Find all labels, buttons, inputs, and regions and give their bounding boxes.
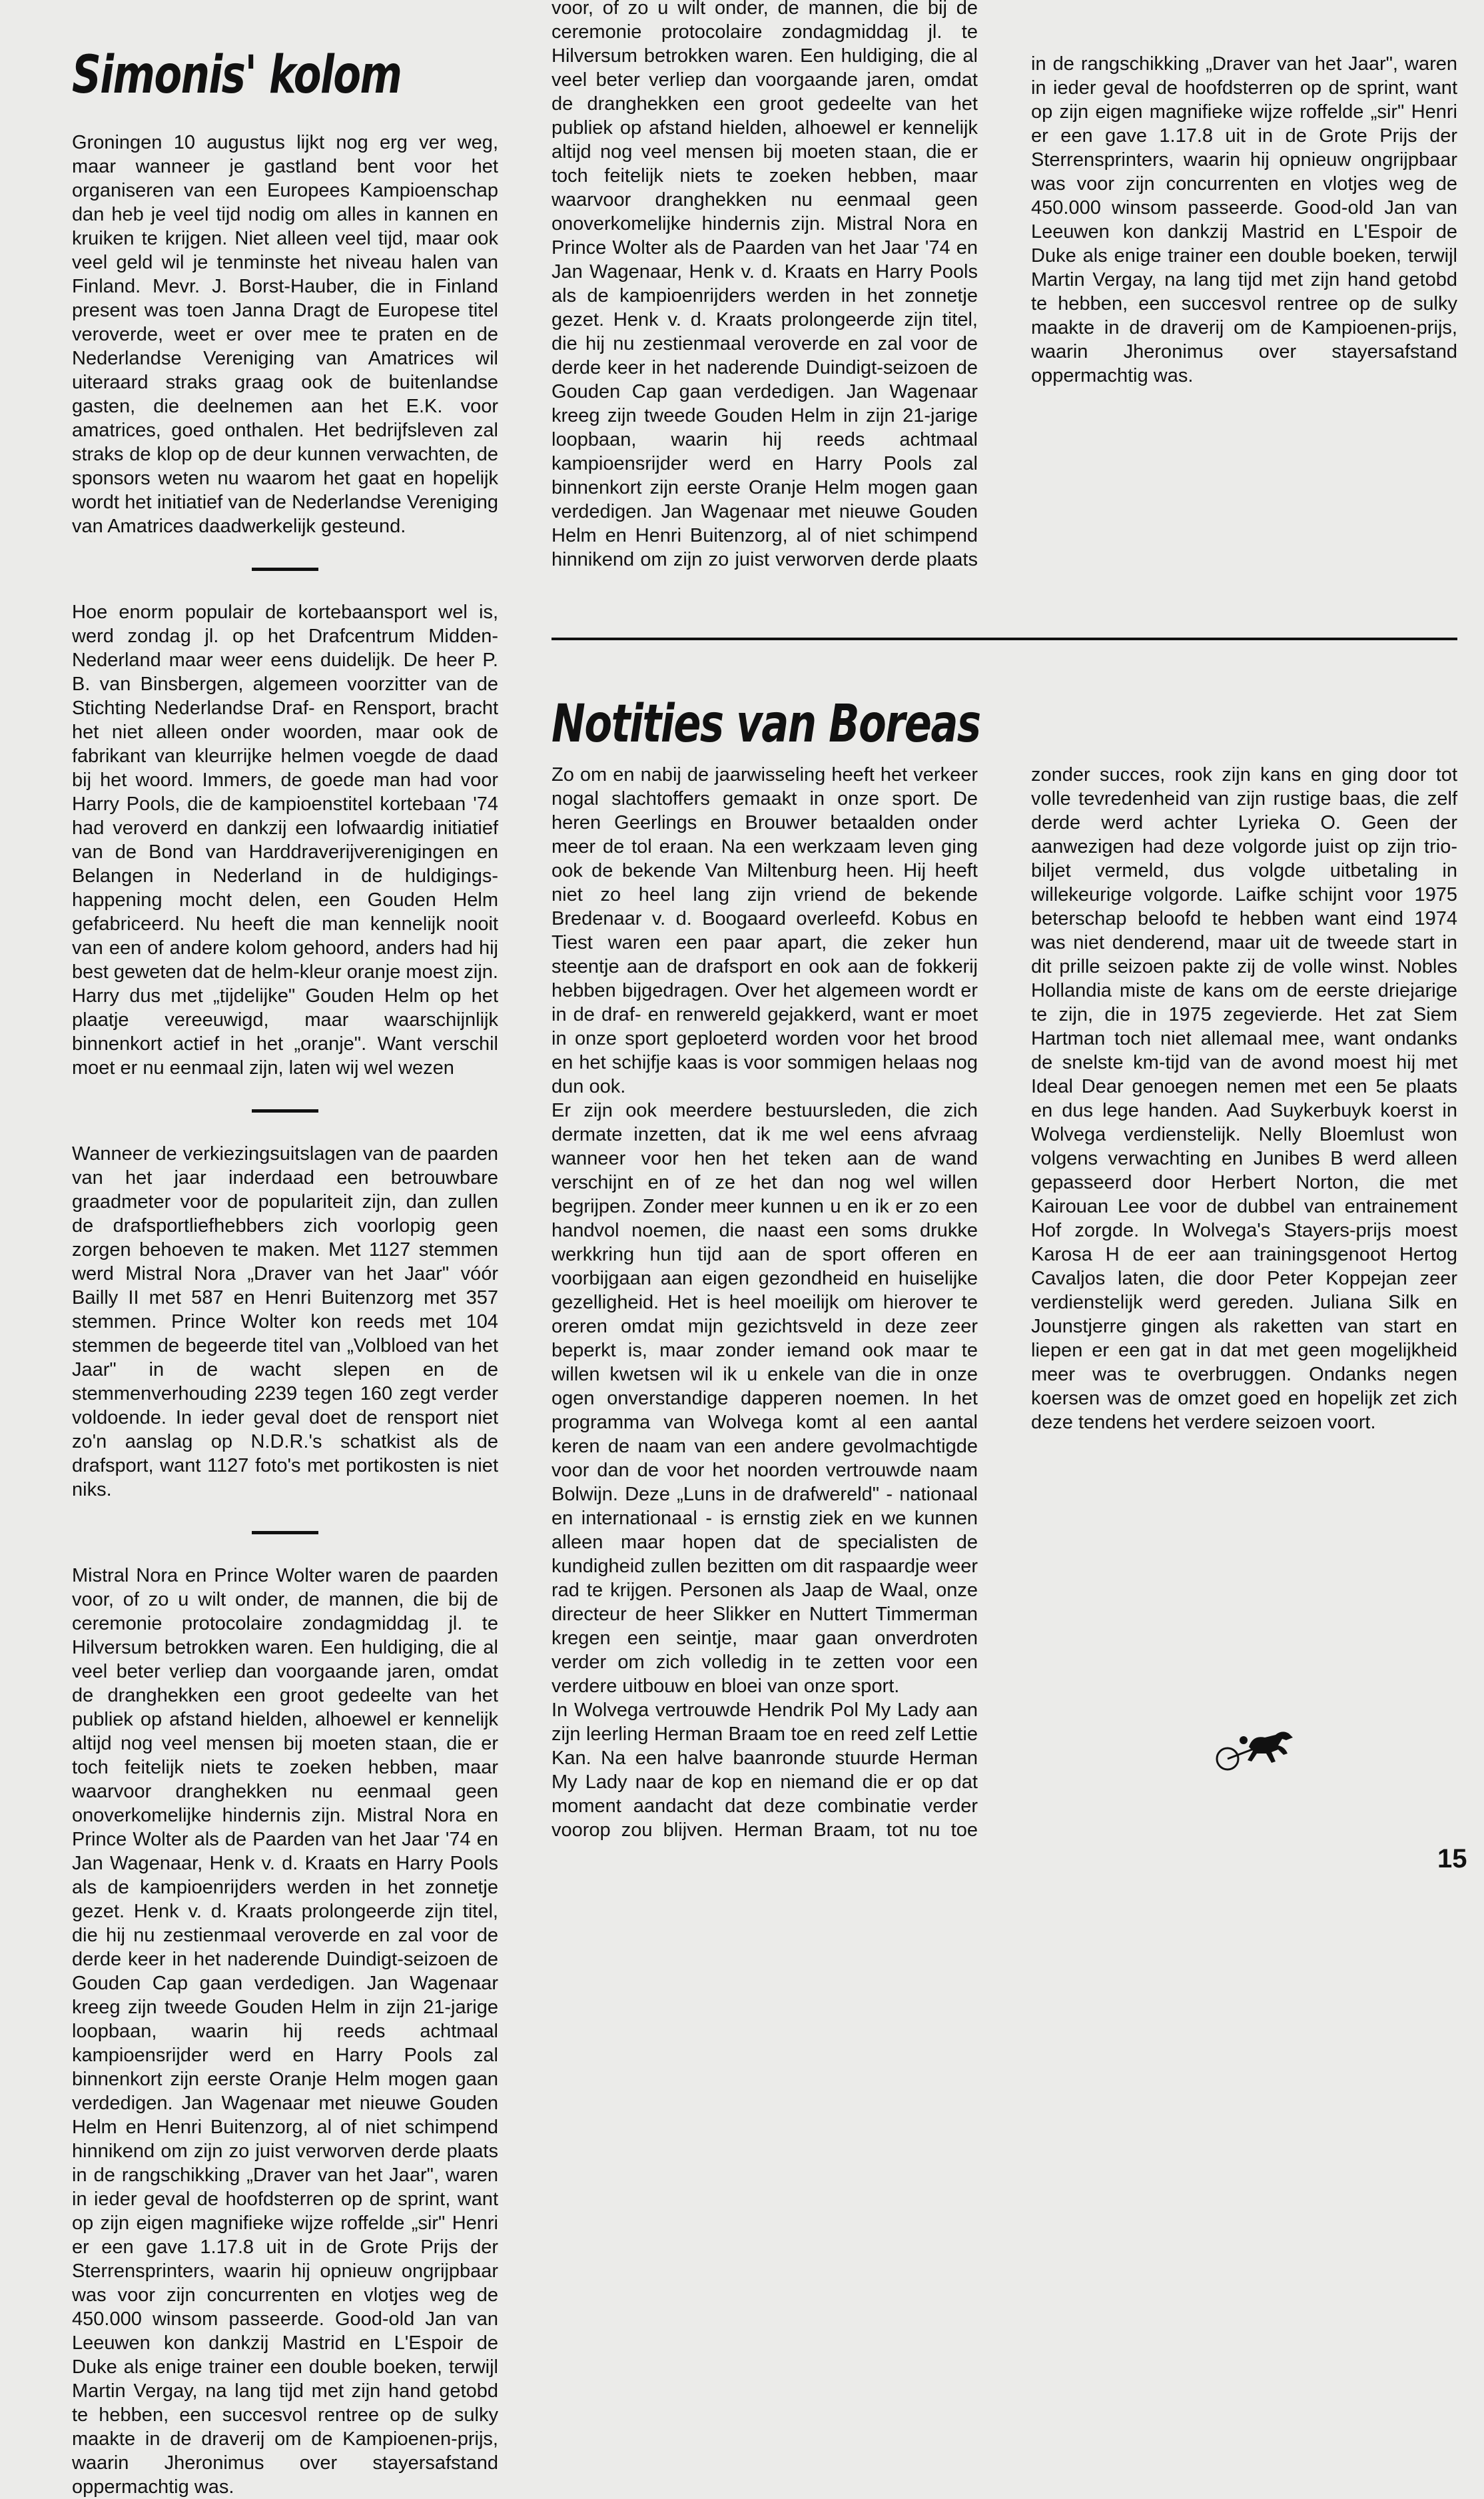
simonis-paragraph-3: Wanneer de verkiezingsuitslagen van de paarden van het jaar inderdaad een betrouwbare graadmeter voor de populariteit zijn, dan zullen de drafsportliefhebbers zich voorlopig geen zorgen behoeven te maken. Met 1127 stemmen werd Mistral Nora „Draver van het Jaar" vóór Bailly II met 587 en Henri Buitenzorg met 357 stemmen. Prince Wolter kon reeds met 104 stemmen de begeerde titel van „Volbloed van het Jaar" in de wacht slepen en de stemmenverhouding 2239 tegen 160 zegt verder voldoende. In ieder geval doet de rensport niet zo'n aanslag op N.D.R.'s schatkist als de drafsport, want 1127 foto's met portikosten is niet niks. (72, 1143, 498, 1500)
boreas-section (552, 673, 1457, 766)
boreas-body (552, 763, 1457, 1842)
boreas-title: Notities van Boreas (552, 694, 980, 754)
column-left (72, 40, 498, 2498)
simonis-paragraph-4: Mistral Nora en Prince Wolter waren de paarden voor, of zo u wilt onder, de mannen, die bij de ceremonie protocolaire zondagmiddag jl. te Hilversum betrokken waren. Een huldiging, die al veel beter verliep dan voorgaande jaren, omdat de dranghekken een groot gedeelte van het publiek op afstand hielden, alhoewel er kennelijk altijd nog veel mensen bij moeten staan, die er toch feitelijk niets te zoeken hebben, maar waarvoor dranghekken nu eenmaal geen onoverkomelijke hindernis zijn. Mistral Nora en Prince Wolter als de Paarden van het Jaar '74 en Jan Wagenaar, Henk v. d. Kraats en Harry Pools als de kampioenrijders werden in het zonnetje gezet. Henk v. d. Kraats prolongeerde zijn titel, die hij nu zestienmaal veroverde en zal voor de derde keer in het naderende Duindigt-seizoen de Gouden Cap gaan verdedigen. Jan Wagenaar kreeg zijn tweede Gouden Helm in zijn 21-jarige loopbaan, waarin hij reeds achtmaal kampioensrijder werd en Harry Pools zal binnenkort zijn eerste Oranje Helm mogen gaan verdedigen. Jan Wagenaar met nieuwe Gouden Helm en Henri Buitenzorg, al of niet schimpend hinnikend om zijn zo juist verworven derde plaats in de rangschikking „Draver van het Jaar", waren in ieder geval de hoofdsterren op de sprint, want op zijn eigen magnifieke wijze roffelde „sir" Henri er een gave 1.17.8 uit in de Grote Prijs der Sterrensprinters, waarin hij opnieuw ongrijpbaar was voor zijn concurrenten en vlotjes weg de 450.000 winsom passeerde. Good-old Jan van Leeuwen kon dankzij Mastrid en L'Espoir de Duke als enige trainer een double boeken, terwijl Martin Vergay, na lang tijd met zijn hand getobd te hebben, een succesvol rentree op de sulky maakte in de draverij om de Kampioenen-prijs, waarin Jheronimus over stayersafstand oppermachtig was. (72, 1565, 498, 2498)
page-number: 15 (1437, 1844, 1467, 1873)
horizontal-rule (552, 638, 1457, 640)
trotter-sulky-icon (1202, 1720, 1302, 1773)
boreas-paragraph-3: In Wolvega vertrouwde Hendrik Pol My Lady aan zijn leerling Herman Braam toe en reed zelf Lettie Kan. Na een halve baanronde stuurde Herman My Lady naar de kop en niemand die er op dat moment aandacht dat deze combinatie verder voorop zou blijven. Herman Braam, tot nu toe zonder succes, rook zijn kans en ging door tot volle tevredenheid van zijn rustige baas, die zelf derde werd achter Lyrieka O. Geen der aanwezigen had deze volgorde juist op zijn trio-biljet vermeld, dus volgde uitbetaling in willekeurige volgorde. Laifke schijnt voor 1975 beterschap beloofd te hebben want eind 1974 was niet denderend, maar uit de tweede start in dit prille seizoen pakte zij de volle winst. Nobles Hollandia miste de kans om de eerste driejarige te zijn, die in 1975 zegevierde. Het zat Siem Hartman toch niet allemaal mee, want ondanks de snelste km-tijd van de avond moest hij met Ideal Dear genoegen nemen met een 5e plaats en dus lege handen. Aad Suykerbuyk koerst in Wolvega verdienstelijk. Nelly Bloemlust won volgens verwachting en Junibes B werd alleen gepasseerd door Herbert Norton, die met Kairouan Lee voor de dubbel van entrainement Hof zorgde. In Wolvega's Stayers-prijs moest Karosa H de eer aan trainingsgenoot Hertog Cavaljos laten, die door Peter Koppejan zeer verdienstelijk werd gereden. Juliana Silk en Jounstjerre gingen als raketten van start en liepen er een gat in dat met geen mogelijkheid meer was te overbruggen. Ondanks negen koersen was de omzet goed en hopelijk zet zich deze tendens het verdere seizoen voort. (552, 764, 1457, 1841)
simonis-paragraph-2: Hoe enorm populair de kortebaansport wel is, werd zondag jl. op het Drafcentrum Midden-Nederland maar weer eens duidelijk. De heer P. B. van Binsbergen, algemeen voorzitter van de Stichting Nederlandse Draf- en Rensport, bracht het niet alleen onder woorden, maar ook de fabrikant van kleurrijke helmen voegde de daad bij het woord. Immers, de goede man had voor Harry Pools, die de kampioenstitel kortebaan '74 had veroverd en dankzij een lofwaardig initiatief van de Bond van Harddraverijverenigingen en Belangen in Nederland in de huldigings-happening mocht delen, een Gouden Helm gefabriceerd. Nu heeft die man kennelijk nooit van een of andere kolom gehoord, anders had hij best geweten dat de helm-kleur oranje moest zijn. Harry dus met „tijdelijke" Gouden Helm op het plaatje vereeuwigd, maar waarschijnlijk binnenkort actief in het „oranje". Want verschil moet er nu eenmaal zijn, laten wij wel wezen (72, 602, 498, 1079)
boreas-paragraph-2: Er zijn ook meerdere bestuursleden, die zich dermate inzetten, dat ik me wel eens afvraag wanneer voor hen het teken aan de wand verschijnt en of ze het dan nog wel willen begrijpen. Zonder meer kunnen u en ik er zo een handvol noemen, die naast een soms drukke werkkring hun tijd aan de sport offeren en voorbijgaan aan eigen gezondheid en huiselijke gezelligheid. Het is heel moeilijk om hierover te oreren omdat mijn gezichtsveld in deze zeer beperkt is, maar zonder iemand ook maar te willen kwetsen wil ik u enkele van die in onze ogen onverstandige dapperen noemen. In het programma van Wolvega komt al een aantal keren de naam van een andere gevolmachtigde voor dan de voor het noorden vertrouwde naam Bolwijn. Deze „Luns in de drafwereld" - nationaal en internationaal - is ernstig ziek en we kunnen alleen maar hopen dat de specialisten de kundigheid zullen bezitten om dit raspaardje weer rad te krijgen. Personen als Jaap de Waal, onze directeur de heer Slikker en Nuttert Timmerman kregen een seintje, maar gaan onverdroten verder om zich volledig in te zetten voor een verdere uitbouw en bloei van onze sport. (552, 1100, 978, 1697)
simonis-paragraph-4-continued: voor, of zo u wilt onder, de mannen, die bij de ceremonie protocolaire zondagmiddag jl. te Hilversum betrokken waren. Een huldiging, die al veel beter verliep dan voorgaande jaren, omdat de dranghekken een groot gedeelte van het publiek op afstand hielden, alhoewel er kennelijk altijd nog veel mensen bij moeten staan, die er toch feitelijk niets te zoeken hebben, maar waarvoor dranghekken nu eenmaal geen onoverkomelijke hindernis zijn. Mistral Nora en Prince Wolter als de Paarden van het Jaar '74 en Jan Wagenaar, Henk v. d. Kraats en Harry Pools als de kampioenrijders werden in het zonnetje gezet. Henk v. d. Kraats prolongeerde zijn titel, die hij nu zestienmaal veroverde en zal voor de derde keer in het naderende Duindigt-seizoen de Gouden Cap gaan verdedigen. Jan Wagenaar kreeg zijn tweede Gouden Helm in zijn 21-jarige loopbaan, waarin hij reeds achtmaal kampioensrijder werd en Harry Pools zal binnenkort zijn eerste Oranje Helm mogen gaan verdedigen. Jan Wagenaar met nieuwe Gouden Helm en Henri Buitenzorg, al of niet schimpend hinnikend om zijn zo juist verworven derde plaats in de rangschikking „Draver van het Jaar", waren in ieder geval de hoofdsterren op de sprint, want op zijn eigen magnifieke wijze roffelde „sir" Henri er een gave 1.17.8 uit in de Grote Prijs der Sterrensprinters, waarin hij opnieuw ongrijpbaar was voor zijn concurrenten en vlotjes weg de 450.000 winsom passeerde. Good-old Jan van Leeuwen kon dankzij Mastrid en L'Espoir de Duke als enige trainer een double boeken, terwijl Martin Vergay, na lang tijd met zijn hand getobd te hebben, een succesvol rentree op de sulky maakte in de draverij om de Kampioenen-prijs, waarin Jheronimus over stayersafstand oppermachtig was. (552, 0, 1457, 570)
simonis-continuation (552, 0, 1457, 585)
separator (252, 1531, 318, 1534)
simonis-paragraph-1: Groningen 10 augustus lijkt nog erg ver weg, maar wanneer je gastland bent voor het organiseren van een Europees Kampioenschap dan heb je veel tijd nodig om alles in kannen en kruiken te krijgen. Niet alleen veel tijd, maar ook veel geld wil je tenminste het niveau halen van Finland. Mevr. J. Borst-Hauber, die in Finland present was toen Janna Dragt de Europese titel veroverde, weet er over mee te praten en de Nederlandse Vereniging van Amatrices wil uiteraard straks graag ook de buitenlandse gasten, die deelnemen aan het E.K. voor amatrices, goed onthalen. Het bedrijfsleven zal straks de klop op de deur kunnen verwachten, de sponsors weten nu waarom het gaat en hopelijk wordt het initiatief van de Nederlandse Vereniging van Amatrices daadwerkelijk gesteund. (72, 132, 498, 537)
separator (252, 1109, 318, 1113)
separator (252, 568, 318, 571)
simonis-title: Simonis' kolom (72, 45, 402, 105)
boreas-paragraph-1: Zo om en nabij de jaarwisseling heeft het verkeer nogal slachtoffers gemaakt in onze sport. De heren Geerlings en Brouwer betaalden onder meer de tol eraan. Na een werkzaam leven ging ook de bekende Van Miltenburg heen. Hij heeft niet zo heel lang zijn vriend de bekende Bredenaar v. d. Boogaard overleefd. Kobus en Tiest waren een paar apart, die zeker hun steentje aan de drafsport en ook aan de fokkerij hebben bijgedragen. Over het algemeen wordt er in de draf- en renwereld gejakkerd, want er moet in onze sport geploeterd worden voor het brood en het schijfje kaas is voor sommigen helaas nog dun ook. (552, 764, 978, 1097)
